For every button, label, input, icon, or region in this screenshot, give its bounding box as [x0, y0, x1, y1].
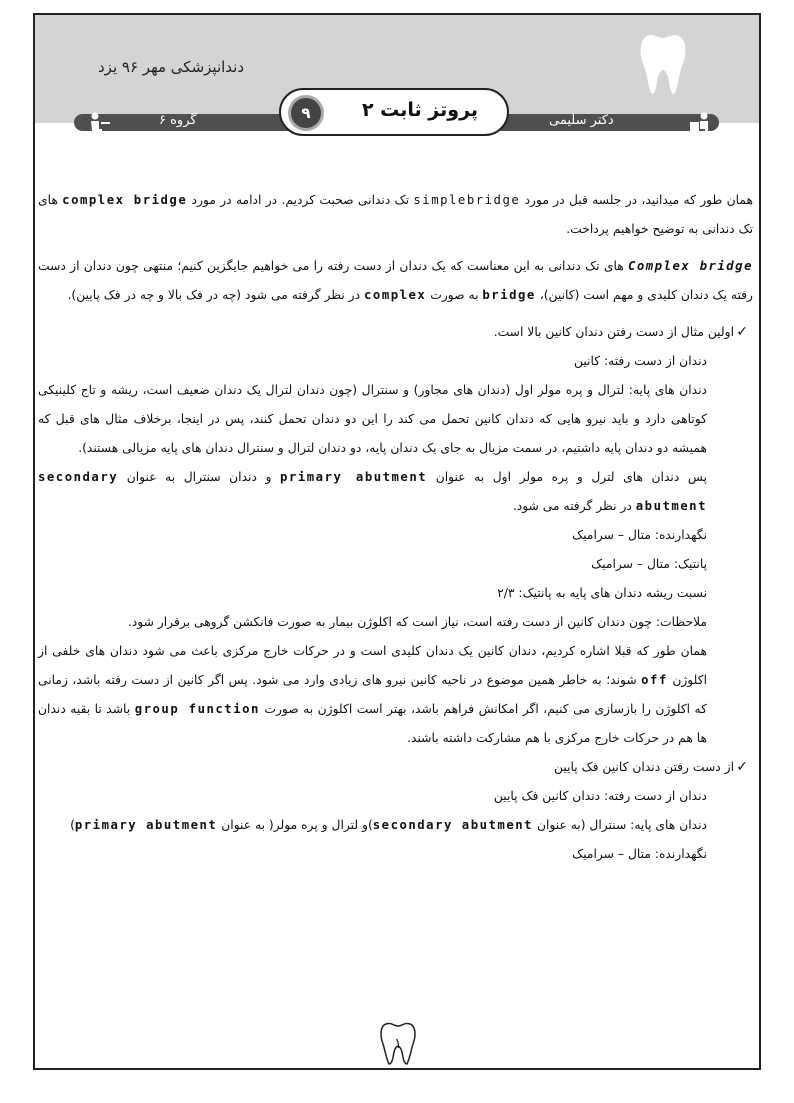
term-bridge: bridge — [482, 288, 536, 302]
term-off: off — [641, 673, 668, 687]
term-simple-bridge: simplebridge — [413, 193, 521, 207]
text-run: و دندان سنترال به عنوان — [118, 470, 281, 484]
example-2-heading — [36, 753, 758, 782]
page-number: ۱ — [394, 1036, 402, 1052]
text-run: تک دندانی صحبت کردیم. در ادامه در مورد — [187, 193, 414, 207]
text-run: همان طور که قبلا اشاره کردیم، دندان کانین یک دندان کلیدی است و در حرکات خارج مرکزی باعث می شود دندان های خلفی از اکلوژن — [38, 644, 707, 687]
text-run: )و لترال و پره مولر( به عنوان — [217, 818, 373, 832]
example-1-retainer: نگهدارنده: متال – سرامیک — [572, 528, 707, 542]
term-group-function: group function — [134, 702, 260, 716]
tooth-logo-icon — [637, 30, 689, 96]
course-title: دندانپزشکی مهر ۹۶ یزد — [98, 58, 245, 76]
example-1-pontic: پانتیک: متال – سرامیک — [591, 557, 707, 571]
text-run: اولین مثال از دست رفتن دندان کانین بالا است. — [493, 325, 734, 339]
session-number-badge: ۹ — [288, 95, 324, 131]
paragraph-intro — [36, 186, 758, 244]
example-1-abutments: دندان های پایه: لترال و پره مولر اول (دندان های مجاور) و سنترال (چون دندان لترال یک دندان ضعیف است، ریشه و تاج کلینیکی کوتاهی دارد و باید نیرو هایی که دندان کانین تحمل می کند را این دو دندان تحمل کنند، پس در اینجا، برخلاف مثال های قبل که همیشه دو دندان پایه داشتیم، در سمت مزیال به جای یک دندان پایه، دو دندان لترال و سنترال دندان های پایه مزیالی هستند). — [38, 383, 707, 455]
term-primary-abutment: primary abutment — [74, 818, 218, 832]
checkmark-icon: ✓ — [736, 759, 748, 775]
checkmark-icon: ✓ — [736, 324, 748, 340]
example-2-retainer: نگهدارنده: متال – سرامیک — [572, 847, 707, 861]
page-number-tooth — [378, 1018, 418, 1066]
text-run: شوند؛ به خاطر همین موضوع در ناحیه کانین نیرو های زیادی وارد می شود. پس اگر کانین از دست رفته باشد، زمانی که اکلوژن را بازسازی می کنیم، اگر امکانش فراهم باشد، بهتر است اکلوژن به صورت — [38, 673, 707, 716]
person-at-desk-icon — [84, 109, 112, 137]
text-run: همان طور که میدانید، در جلسه قبل در مورد — [520, 193, 754, 207]
lecture-title: پروتز ثابت ۲ — [361, 99, 479, 121]
paragraph-complex-bridge — [36, 252, 758, 310]
text-run: های تک دندانی به توضیح خواهیم پرداخت. — [38, 193, 753, 236]
example-1-heading — [36, 318, 758, 347]
lecturer-at-podium-icon — [687, 109, 715, 137]
text-run: به صورت — [426, 288, 483, 302]
example-2-abutments — [36, 811, 758, 840]
text-run: های تک دندانی به این معناست که یک دندان از دست رفته را می خواهیم جایگزین کنیم؛ منتهی چون دندان از دست رفته یک دندان کلیدی و مهم است (کانین)، — [38, 259, 753, 302]
group-bar — [74, 114, 314, 131]
example-2-lost-tooth: دندان از دست رفته: دندان کانین فک پایین — [493, 789, 707, 803]
term-primary-abutment: primary abutment — [280, 470, 428, 484]
text-run: باشد تا بقیه دندان ها هم در حرکات خارج مرکزی با هم مشارکت داشته باشند. — [38, 702, 707, 745]
lecturer-bar — [487, 114, 719, 131]
lecturer-name: دکتر سلیمی — [549, 113, 614, 128]
example-1-notes: ملاحظات: چون دندان کانین از دست رفته است، نیاز است که اکلوژن بیمار به صورت فانکشن گروهی برقرار شود. — [127, 615, 707, 629]
text-run: در نظر گرفته می شود. — [512, 499, 636, 513]
document-body — [36, 186, 758, 869]
example-1-notes-continued — [36, 637, 758, 753]
text-run: پس دندان های لترل و پره مولر اول به عنوان — [427, 470, 707, 484]
example-1-ratio: نسبت ریشه دندان های پایه به پانتیک: ۲/۳ — [497, 586, 707, 600]
example-1-lost-tooth: دندان از دست رفته: کانین — [573, 354, 707, 368]
term-secondary-abutment: secondary abutment — [372, 818, 534, 832]
text-run: از دست رفتن دندان کانین فک پایین — [554, 760, 734, 774]
text-run: دندان های پایه: سنترال (به عنوان — [533, 818, 707, 832]
term-complex: complex — [364, 288, 427, 302]
example-1-primary-secondary — [36, 463, 758, 521]
term-secondary-abutment: secondary abutment — [38, 470, 707, 513]
text-run: ) — [70, 818, 75, 832]
term-complex-bridge: Complex bridge — [627, 259, 753, 273]
term-complex-bridge: complex bridge — [62, 193, 188, 207]
group-label: گروه ۶ — [159, 113, 197, 128]
text-run: در نظر گرفته می شود (چه در فک بالا و چه در فک پایین). — [67, 288, 365, 302]
